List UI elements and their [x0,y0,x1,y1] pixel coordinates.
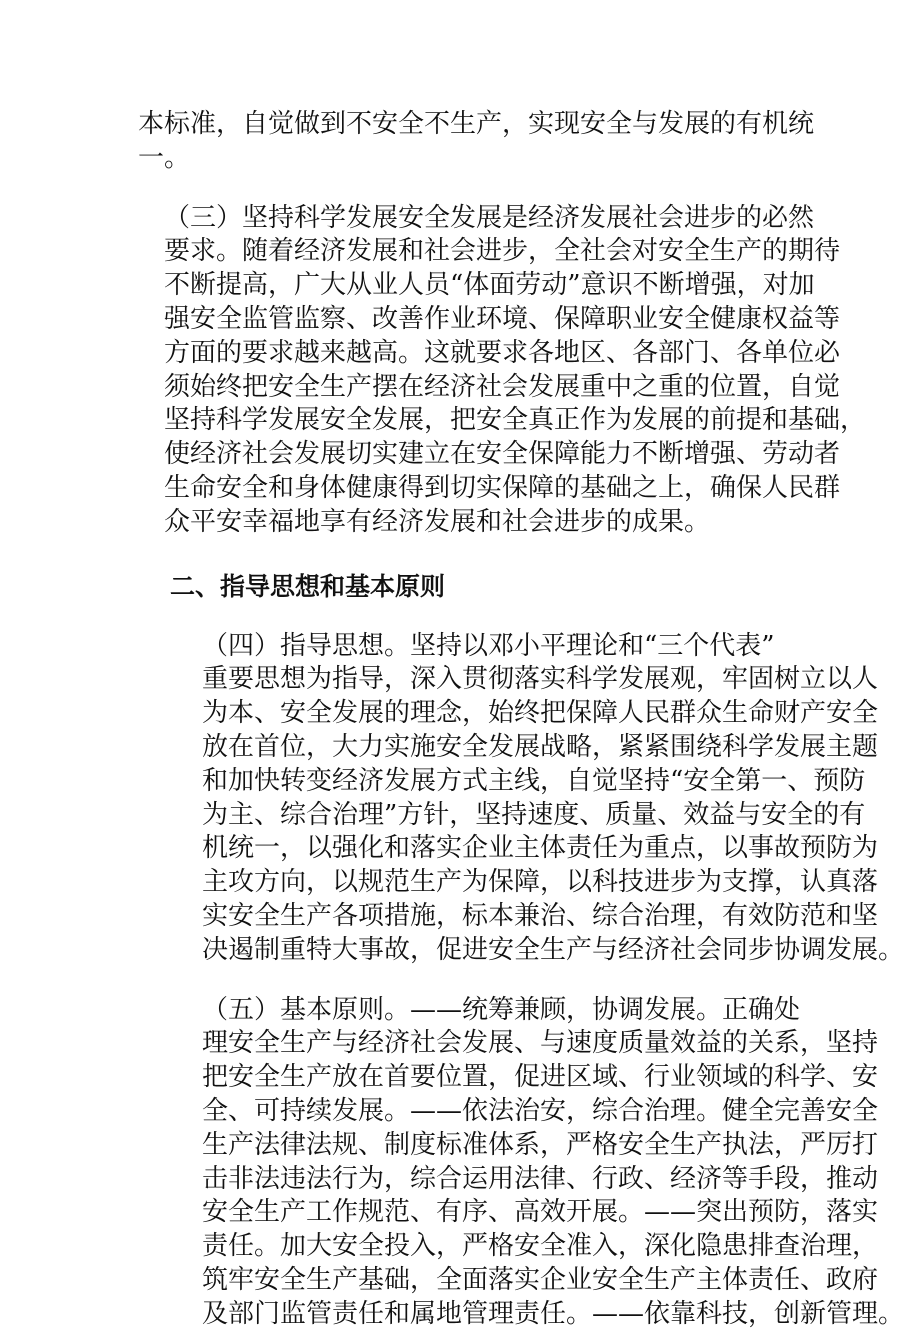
text-line: 把安全生产放在首要位置，促进区域、行业领域的科学、安 [202,1062,879,1093]
text-line: 生产法律法规、制度标准体系，严格安全生产执法，严厉打 [202,1129,879,1160]
text-line: 本标准，自觉做到不安全不生产，实现安全与发展的有机统 [138,109,815,139]
text-line: （四）指导思想。坚持以邓小平理论和“三个代表” [202,630,775,661]
text-line: 众平安幸福地享有经济发展和社会进步的成果。 [164,506,711,537]
text-line: 决遏制重特大事故，促进安全生产与经济社会同步协调发展。 [202,934,905,965]
text-line: 使经济社会发展切实建立在安全保障能力不断增强、劳动者 [164,439,841,470]
text-line: 全、可持续发展。——依法治安，综合治理。健全完善安全 [202,1095,879,1126]
text-line: 为本、安全发展的理念，始终把保障人民群众生命财产安全 [202,698,879,729]
text-line: 实安全生产各项措施，标本兼治、综合治理，有效防范和坚 [202,900,879,931]
text-line: 和加快转变经济发展方式主线，自觉坚持“安全第一、预防 [202,765,866,796]
text-line: 方面的要求越来越高。这就要求各地区、各部门、各单位必 [164,337,841,368]
text-line: 理安全生产与经济社会发展、与速度质量效益的关系，坚持 [202,1028,879,1059]
text-line: 为主、综合治理”方针，坚持速度、质量、效益与安全的有 [202,799,866,830]
text-line: 不断提高，广大从业人员“体面劳动”意识不断增强，对加 [164,270,815,301]
text-line: 筑牢安全生产基础，全面落实企业安全生产主体责任、政府 [202,1264,879,1295]
text-line: 重要思想为指导，深入贯彻落实科学发展观，牢固树立以人 [202,664,879,695]
text-line: 须始终把安全生产摆在经济社会发展重中之重的位置，自觉 [164,371,841,402]
section-heading: 二、指导思想和基本原则 [170,571,446,601]
text-line: 生命安全和身体健康得到切实保障的基础之上，确保人民群 [164,472,841,503]
text-line: 安全生产工作规范、有序、高效开展。——突出预防，落实 [202,1197,879,1228]
text-line: （五）基本原则。——统筹兼顾，协调发展。正确处 [202,994,801,1025]
document-body [138,108,905,1332]
text-line: 放在首位，大力实施安全发展战略，紧紧围绕科学发展主题 [202,731,879,762]
paragraph-3 [138,202,867,540]
text-line: 坚持科学发展安全发展，把安全真正作为发展的前提和基础， [164,405,867,436]
text-line: 要求。随着经济发展和社会进步，全社会对安全生产的期待 [164,236,841,267]
text-line: （三）坚持科学发展安全发展是经济发展社会进步的必然 [164,202,815,233]
paragraph-5 [138,994,905,1332]
text-line: 击非法违法行为，综合运用法律、行政、经济等手段，推动 [202,1163,879,1194]
paragraph-continued [138,108,815,176]
text-line: 主攻方向，以规范生产为保障，以科技进步为支撑，认真落 [202,867,879,898]
paragraph-4 [138,630,905,968]
text-line: 机统一，以强化和落实企业主体责任为重点，以事故预防为 [202,833,879,864]
text-line: 一。 [138,142,191,173]
text-line: 及部门监管责任和属地管理责任。——依靠科技，创新管理。 [202,1298,905,1329]
text-line: 强安全监管监察、改善作业环境、保障职业安全健康权益等 [164,303,841,334]
text-line: 责任。加大安全投入，严格安全准入，深化隐患排查治理， [202,1231,879,1262]
